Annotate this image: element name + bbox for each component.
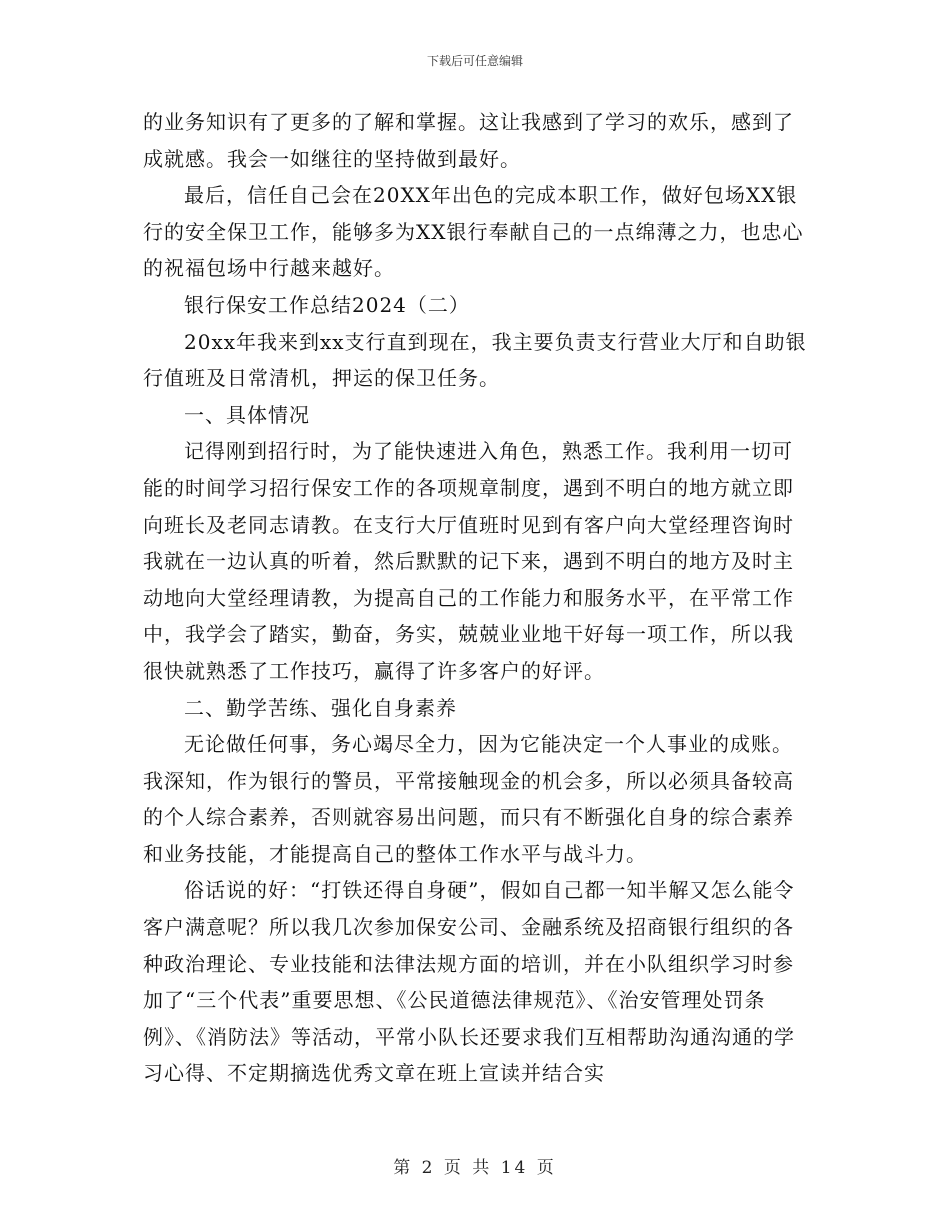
paragraph-6: 记得刚到招行时，为了能快速进入角色，熟悉工作。我利用一切可能的时间学习招行保安工作的各项规章制度，遇到不明白的地方就立即向班长及老同志请教。在支行大厅值班时见到有客户向大堂经理咨询时我就在一边认真的听着，然后默默的记下来，遇到不明白的地方及时主动地向大堂经理请教，为提高自己的工作能力和服务水平，在平常工作中，我学会了踏实，勤奋，务实，兢兢业业地干好每一项工作，所以我很快就熟悉了工作技巧，赢得了许多客户的好评。 [143, 439, 794, 683]
heading-study-training: 二、勤学苦练、强化自身素养 [184, 695, 457, 720]
page-number: 第 2 页 共 14 页 [393, 1158, 557, 1178]
paragraph-2: 最后，信任自己会在20XX年出色的完成本职工作，做好包场XX银行的安全保卫工作，能够多为XX银行奉献自己的一点绵薄之力，也忠心的祝福包场中行越来越好。 [143, 183, 804, 281]
paragraph-8: 无论做任何事，务心竭尽全力，因为它能决定一个人事业的成账。我深知，作为银行的警员，平常接触现金的机会多，所以必须具备较高的个人综合素养，否则就容易出问题，而只有不断强化自身的综合素养和业务技能，才能提高自己的整体工作水平与战斗力。 [143, 732, 794, 866]
document-body [143, 104, 813, 1092]
section-title-2: 银行保安工作总结2024（二） [184, 292, 470, 317]
paragraph-4: 20xx年我来到xx支行直到现在，我主要负责支行营业大厅和自助银行值班及日常清机，押运的保卫任务。 [143, 329, 807, 391]
paragraph-9: 俗话说的好：“打铁还得自身硬”，假如自己都一知半解又怎么能令客户满意呢？所以我几次参加保安公司、金融系统及招商银行组织的各种政治理论、专业技能和法律法规方面的培训，并在小队组织学习时参加了“三个代表”重要思想、《公民道德法律规范》、《治安管理处罚条例》、《消防法》等活动，平常小队长还要求我们互相帮助沟通沟通的学习心得、不定期摘选优秀文章在班上宣读并结合实 [143, 878, 795, 1086]
paragraph-1: 的业务知识有了更多的了解和掌握。这让我感到了学习的欢乐，感到了成就感。我会一如继往的坚持做到最好。 [143, 110, 794, 171]
page-header-note: 下载后可任意编辑 [426, 54, 523, 68]
heading-specific-situation: 一、具体情况 [184, 402, 310, 427]
